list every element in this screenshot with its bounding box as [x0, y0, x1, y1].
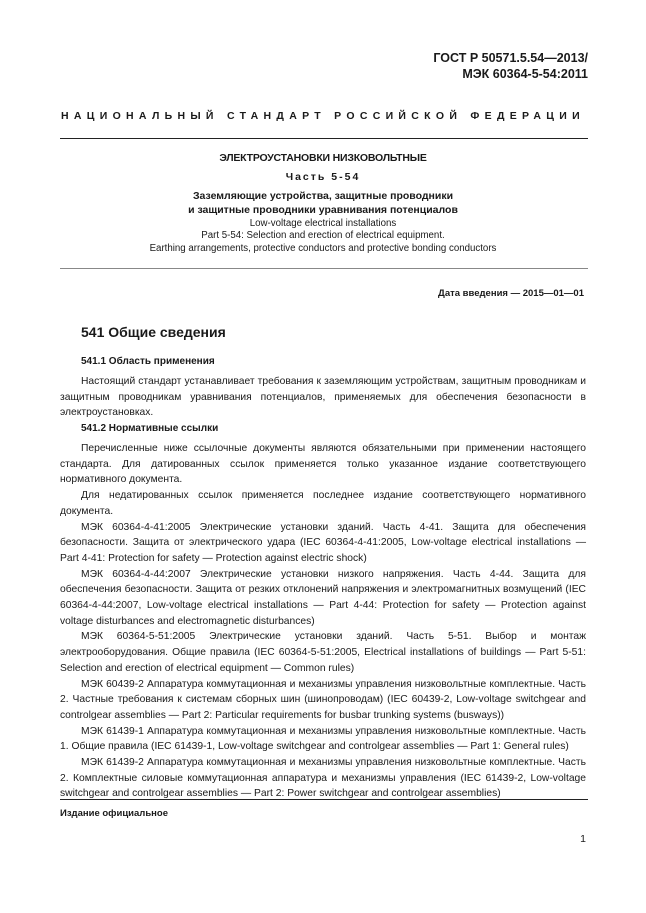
introduction-date: Дата введения — 2015—01—01 [438, 288, 584, 299]
paragraph: Перечисленные ниже ссылочные документы являются обязательными при применении настоящего стандарта. Для датированных ссылок применяется только указанное издание соответствующего нормативного документа. [60, 443, 586, 486]
reference-item: МЭК 61439-2 Аппаратура коммутационная и механизмы управления низковольтные комплектные. Часть 2. Комплектные силовые коммутационная аппаратура и механизмы управления (IEC 61439-2, Low-voltage switchgear and controlgear assemblies — Part 2: Power switchgear and controlgear assemblies) [60, 757, 586, 800]
document-part: Часть 5-54 [285, 171, 361, 183]
english-title-line-2: Part 5-54: Selection and erection of electrical equipment. [201, 230, 445, 242]
official-edition-label: Издание официальное [60, 808, 168, 819]
subtitle-line-1: Заземляющие устройства, защитные проводники [192, 190, 454, 202]
reference-item: МЭК 60439-2 Аппаратура коммутационная и механизмы управления низковольтные комплектные. Часть 2. Частные требования к системам сборных шин (шинопроводам) (IEC 60439-2, Low-voltage switchgear and controlgear assemblies — Part 2: Particular requirements for busbar trunking systems (busways)) [60, 678, 586, 721]
english-title-line-3: Earthing arrangements, protective conductors and protective bonding conductors [149, 242, 497, 254]
standard-code-gost: ГОСТ Р 50571.5.54—2013/ [433, 51, 588, 65]
page-number: 1 [580, 833, 586, 845]
english-title-line-1: Low-voltage electrical installations [249, 218, 397, 229]
standard-code-iec: МЭК 60364-5-54:2011 [462, 67, 588, 81]
paragraph: Для недатированных ссылок применяется последнее издание соответствующего нормативного документа. [60, 490, 586, 517]
standard-code [433, 50, 588, 82]
footer-divider [60, 799, 588, 800]
section-heading: 541 Общие сведения [81, 324, 226, 340]
reference-item: МЭК 61439-1 Аппаратура коммутационная и механизмы управления низковольтные комплектные. Часть 1. Общие правила (IEC 61439-1, Low-voltage switchgear and controlgear assemblies — Part 1: General rules) [60, 725, 586, 753]
paragraph: Настоящий стандарт устанавливает требования к заземляющим устройствам, защитным проводникам и защитным проводникам уравнивания потенциалов, применяемых для обеспечения безопасности в электроустановках. [60, 376, 586, 419]
subsection-heading-scope: 541.1 Область применения [81, 356, 215, 367]
header-divider [60, 138, 588, 139]
document-title: ЭЛЕКТРОУСТАНОВКИ НИЗКОВОЛЬТНЫЕ [219, 152, 427, 164]
english-title [40, 218, 606, 255]
title-divider [60, 268, 588, 269]
reference-item: МЭК 60364-4-41:2005 Электрические установки зданий. Часть 4-41. Защита для обеспечения безопасности. Защита от электрического удара (IEC 60364-4-41:2005, Low-voltage electrical installations — Part 4-41: Protection for safety — Protection against electric shock) [60, 521, 586, 564]
subsection-heading-references: 541.2 Нормативные ссылки [81, 423, 219, 434]
subtitle-line-2: и защитные проводники уравнивания потенциалов [188, 204, 458, 216]
reference-item: МЭК 60364-4-44:2007 Электрические установки низкого напряжения. Часть 4-44. Защита для обеспечения безопасности. Защита от резких отклонений напряжения и электромагнитных возмущений (IEC 60364-4-44:2007, Low-voltage electrical installations — Part 4-44: Protection for safety — Protection against voltage disturbances and electromagnetic disturbances) [60, 568, 586, 627]
document-subtitle [40, 189, 606, 217]
references-text [60, 441, 586, 802]
reference-item: МЭК 60364-5-51:2005 Электрические установки зданий. Часть 5-51. Выбор и монтаж электрооборудования. Общие правила (IEC 60364-5-51:2005, Electrical installations of buildings — Part 5-51: Selection and erection of electrical equipment — Common rules) [60, 631, 586, 674]
scope-text [60, 374, 586, 421]
national-standard-banner: НАЦИОНАЛЬНЫЙ СТАНДАРТ РОССИЙСКОЙ ФЕДЕРАЦИИ [61, 110, 585, 122]
